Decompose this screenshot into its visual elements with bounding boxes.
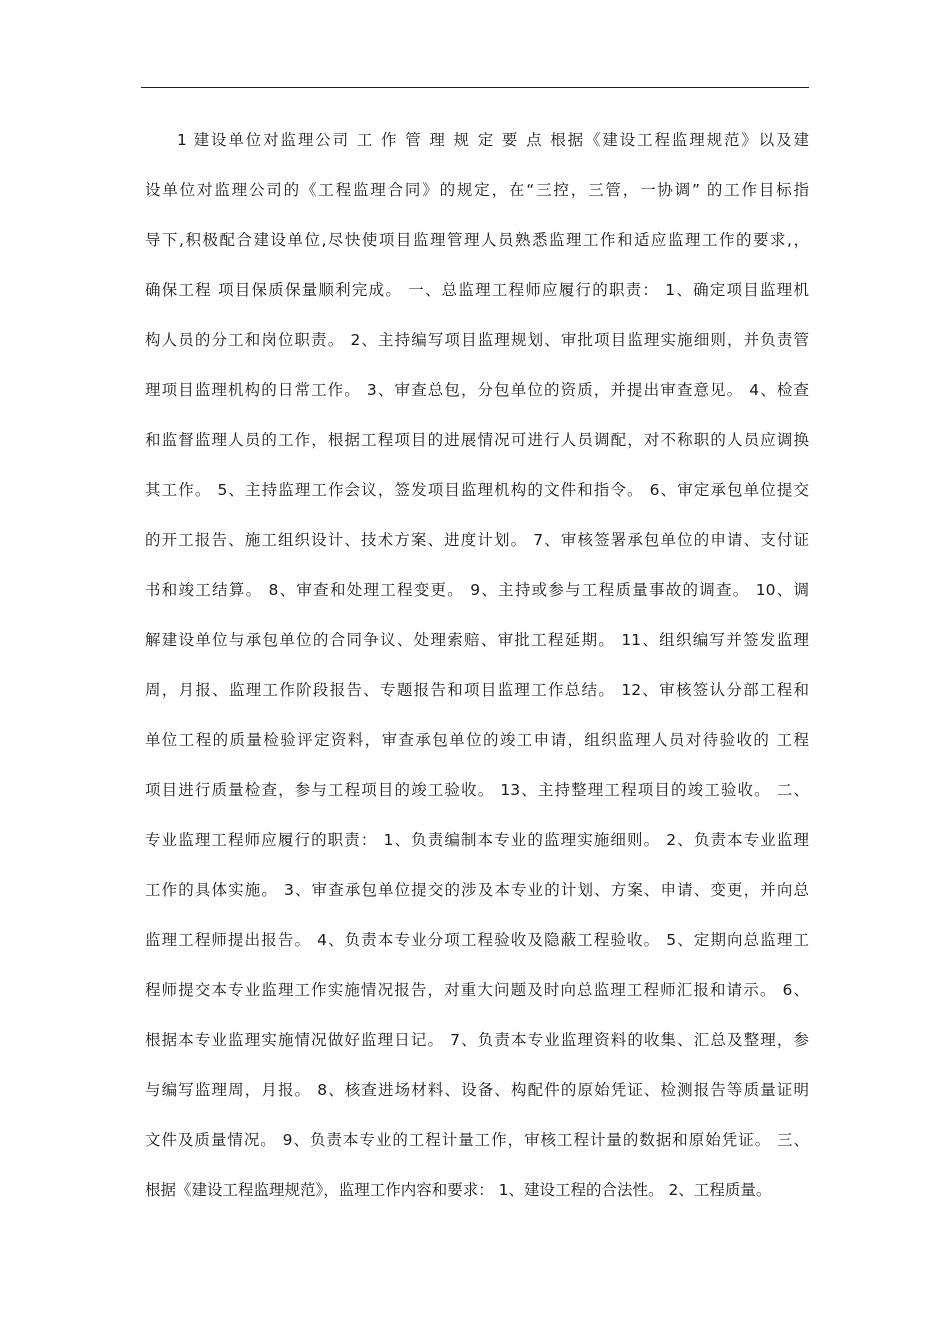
document-body <box>145 125 809 1225</box>
paragraph-line: 构人员的分工和岗位职责。 2、主持编写项目监理规划、审批项目监理实施细则，并负责管 <box>145 331 809 349</box>
paragraph-line: 解建设单位与承包单位的合同争议、处理索赔、审批工程延期。 11、组织编写并签发监理 <box>145 631 809 649</box>
paragraph-line: 根据《建设工程监理规范》，监理工作内容和要求： 1、建设工程的合法性。 2、工程质量。 <box>145 1181 772 1199</box>
header-rule <box>141 87 809 88</box>
paragraph-line: 其工作。 5、主持监理工作会议，签发项目监理机构的文件和指令。 6、审定承包单位提交 <box>145 481 809 499</box>
paragraph-line: 和监督监理人员的工作，根据工程项目的进展情况可进行人员调配，对不称职的人员应调换 <box>145 431 809 449</box>
paragraph-line: 监理工程师提出报告。 4、负责本专业分项工程验收及隐蔽工程验收。 5、定期向总监理工 <box>145 931 809 949</box>
paragraph-line: 与编写监理周，月报。 8、核查进场材料、设备、构配件的原始凭证、检测报告等质量证明 <box>145 1081 809 1099</box>
paragraph-line: 理项目监理机构的日常工作。 3、审查总包，分包单位的资质，并提出审查意见。 4、检查 <box>145 381 809 399</box>
paragraph-line: 周，月报、监理工作阶段报告、专题报告和项目监理工作总结。 12、审核签认分部工程和 <box>145 681 809 699</box>
paragraph-line: 书和竣工结算。 8、审查和处理工程变更。 9、主持或参与工程质量事故的调查。 10、调 <box>145 581 809 599</box>
paragraph-line: 根据本专业监理实施情况做好监理日记。 7、负责本专业监理资料的收集、汇总及整理，参 <box>145 1031 809 1049</box>
paragraph-line: 单位工程的质量检验评定资料，审查承包单位的竣工申请，组织监理人员对待验收的 工程 <box>145 731 809 749</box>
paragraph-line: 确保工程 项目保质保量顺利完成。 一、总监理工程师应履行的职责： 1、确定项目监理机 <box>145 281 809 299</box>
paragraph-line: 设单位对监理公司的《工程监理合同》的规定，在“三控，三管，一协调” 的工作目标指 <box>145 181 809 199</box>
paragraph-line: 程师提交本专业监理工作实施情况报告，对重大问题及时向总监理工程师汇报和请示。 6、 <box>145 981 809 999</box>
paragraph-line: 的开工报告、施工组织设计、技术方案、进度计划。 7、审核签署承包单位的申请、支付证 <box>145 531 809 549</box>
paragraph-line: 导下,积极配合建设单位,尽快使项目监理管理人员熟悉监理工作和适应监理工作的要求,， <box>145 231 809 249</box>
paragraph-line: 专业监理工程师应履行的职责： 1、负责编制本专业的监理实施细则。 2、负责本专业监理 <box>145 831 809 849</box>
paragraph-line: 1 建设单位对监理公司 工 作 管 理 规 定 要 点 根据《建设工程监理规范》以及建 <box>177 131 809 149</box>
paragraph-line: 文件及质量情况。 9、负责本专业的工程计量工作，审核工程计量的数据和原始凭证。 三、 <box>145 1131 809 1149</box>
paragraph-line: 项目进行质量检查，参与工程项目的竣工验收。 13、主持整理工程项目的竣工验收。 二、 <box>145 781 809 799</box>
paragraph-line: 工作的具体实施。 3、审查承包单位提交的涉及本专业的计划、方案、申请、变更，并向总 <box>145 881 809 899</box>
